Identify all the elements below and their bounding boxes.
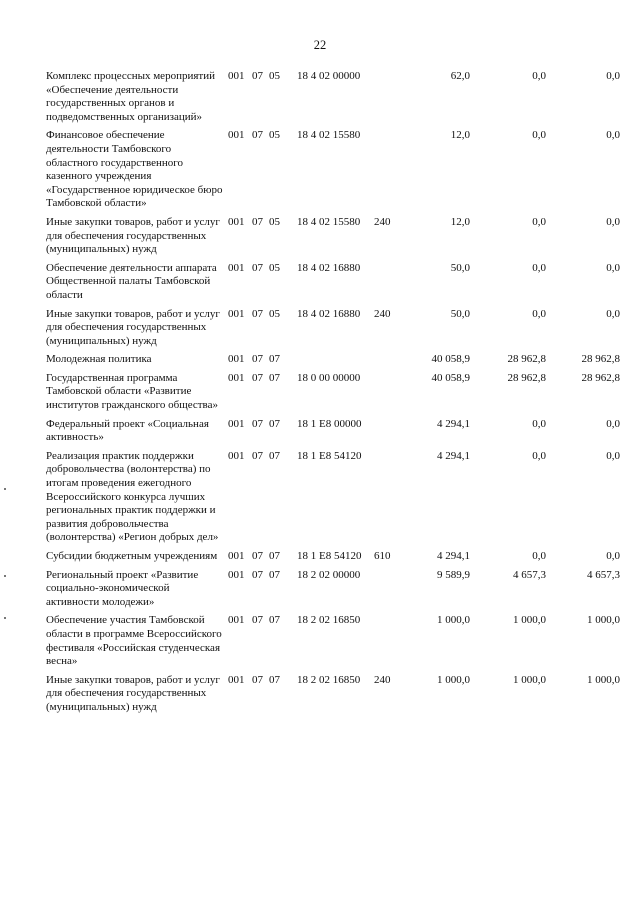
amount-year-3: 0,0 [606,70,620,82]
amount-year-1: 4 294,1 [437,449,470,462]
department-code: 001 [228,614,245,627]
target-article-code: 18 4 02 00000 [297,70,361,82]
target-article-code: 18 2 02 16850 [297,614,361,627]
amount-year-2: 0,0 [532,129,546,142]
table-row [46,262,626,303]
amount-year-3: 0,0 [606,550,620,562]
expense-type-code: 240 [374,673,391,686]
row-name: Реализация практик поддержки добровольчества (волонтерства) по итогам проведения ежегодного Всероссийского конкурса лучших региональных практик поддержки и развития добровольчества (волонтерства) «Регион добрых дел» [46,449,219,544]
amount-year-2: 0,0 [532,70,546,82]
section-code: 07 [252,417,263,430]
row-name: Обеспечение деятельности аппарата Общественной палаты Тамбовской области [46,261,217,301]
target-article-code: 18 4 02 16880 [297,307,361,320]
amount-year-3: 1 000,0 [587,614,620,627]
section-code: 07 [252,215,263,228]
subsection-code: 07 [269,673,280,686]
amount-year-1: 9 589,9 [437,568,470,581]
table-row [46,129,626,211]
department-code: 001 [228,129,245,142]
row-name: Субсидии бюджетным учреждениям [46,550,218,562]
amount-year-2: 0,0 [532,215,546,228]
amount-year-2: 0,0 [532,307,546,320]
amount-year-1: 4 294,1 [437,417,470,430]
target-article-code: 18 1 E8 54120 [297,449,362,462]
department-code: 001 [228,449,245,462]
amount-year-3: 0,0 [606,215,620,228]
subsection-code: 07 [269,417,280,430]
table-row [46,550,626,564]
row-name: Региональный проект «Развитие социально-экономической активности молодежи» [46,568,199,608]
section-code: 07 [252,129,263,142]
scan-mark [4,575,6,577]
section-code: 07 [252,261,263,274]
amount-year-3: 0,0 [606,417,620,430]
row-name: Молодежная политика [46,353,152,366]
subsection-code: 05 [269,307,280,320]
amount-year-1: 50,0 [450,307,470,320]
section-code: 07 [252,673,263,686]
table-row [46,372,626,413]
amount-year-1: 40 058,9 [431,353,470,366]
table-row [46,308,626,349]
row-name: Обеспечение участия Тамбовской области в программе Всероссийского фестиваля «Российская студенческая весна» [46,614,222,668]
subsection-code: 07 [269,568,280,581]
table-row [46,674,626,715]
target-article-code: 18 2 02 16850 [297,673,361,686]
section-code: 07 [252,568,263,581]
department-code: 001 [228,550,245,562]
amount-year-3: 0,0 [606,449,620,462]
section-code: 07 [252,353,263,366]
budget-table [46,70,626,720]
target-article-code: 18 0 00 00000 [297,371,361,384]
target-article-code: 18 2 02 00000 [297,568,361,581]
subsection-code: 07 [269,550,280,562]
target-article-code: 18 1 E8 54120 [297,550,362,562]
amount-year-1: 40 058,9 [431,371,470,384]
amount-year-2: 28 962,8 [507,371,546,384]
amount-year-2: 1 000,0 [513,614,546,627]
table-row [46,450,626,545]
subsection-code: 05 [269,215,280,228]
row-name: Государственная программа Тамбовской области «Развитие институтов гражданского общества» [46,371,218,412]
section-code: 07 [252,307,263,320]
amount-year-1: 1 000,0 [437,614,470,627]
amount-year-3: 28 962,8 [581,353,620,366]
amount-year-1: 1 000,0 [437,673,470,686]
amount-year-1: 50,0 [450,261,470,274]
amount-year-2: 4 657,3 [513,568,546,581]
table-row [46,614,626,668]
subsection-code: 07 [269,449,280,462]
amount-year-3: 0,0 [606,307,620,320]
department-code: 001 [228,673,245,686]
department-code: 001 [228,215,245,228]
amount-year-2: 0,0 [532,449,546,462]
amount-year-1: 12,0 [450,215,470,228]
subsection-code: 07 [269,371,280,384]
row-name: Иные закупки товаров, работ и услуг для обеспечения государственных (муниципальных) нужд [46,673,220,713]
subsection-code: 05 [269,129,280,142]
amount-year-2: 1 000,0 [513,673,546,686]
row-name: Иные закупки товаров, работ и услуг для обеспечения государственных (муниципальных) нужд [46,307,220,347]
amount-year-2: 0,0 [532,417,546,430]
department-code: 001 [228,307,245,320]
amount-year-3: 1 000,0 [587,673,620,686]
amount-year-3: 0,0 [606,261,620,274]
section-code: 07 [252,70,263,82]
target-article-code: 18 4 02 16880 [297,261,361,274]
department-code: 001 [228,261,245,274]
subsection-code: 05 [269,70,280,82]
department-code: 001 [228,371,245,384]
department-code: 001 [228,70,245,82]
department-code: 001 [228,353,245,366]
row-name: Комплекс процессных мероприятий «Обеспечение деятельности государственных органов и подведомственных организаций» [46,70,215,123]
amount-year-1: 12,0 [450,129,470,142]
amount-year-1: 62,0 [450,70,470,82]
amount-year-3: 0,0 [606,129,620,142]
section-code: 07 [252,550,263,562]
amount-year-2: 0,0 [532,261,546,274]
amount-year-2: 0,0 [532,550,546,562]
subsection-code: 07 [269,353,280,366]
amount-year-3: 4 657,3 [587,568,620,581]
table-row [46,353,626,367]
row-name: Федеральный проект «Социальная активность» [46,417,209,444]
amount-year-2: 28 962,8 [507,353,546,366]
department-code: 001 [228,568,245,581]
target-article-code: 18 1 E8 00000 [297,417,362,430]
department-code: 001 [228,417,245,430]
subsection-code: 07 [269,614,280,627]
target-article-code: 18 4 02 15580 [297,129,361,142]
scan-mark [4,617,6,619]
table-row [46,70,626,124]
section-code: 07 [252,371,263,384]
table-row [46,569,626,610]
expense-type-code: 240 [374,215,391,228]
section-code: 07 [252,614,263,627]
section-code: 07 [252,449,263,462]
table-row [46,216,626,257]
page-number: 22 [313,38,327,52]
amount-year-1: 4 294,1 [437,550,470,562]
row-name: Финансовое обеспечение деятельности Тамбовского областного государственного казенного учреждения «Государственное юридическое бюро Тамбовской области» [46,129,223,210]
expense-type-code: 240 [374,307,391,320]
expense-type-code: 610 [374,550,391,562]
target-article-code: 18 4 02 15580 [297,215,361,228]
subsection-code: 05 [269,261,280,274]
table-row [46,418,626,445]
row-name: Иные закупки товаров, работ и услуг для обеспечения государственных (муниципальных) нужд [46,215,220,256]
scan-mark [4,488,6,490]
amount-year-3: 28 962,8 [581,371,620,384]
